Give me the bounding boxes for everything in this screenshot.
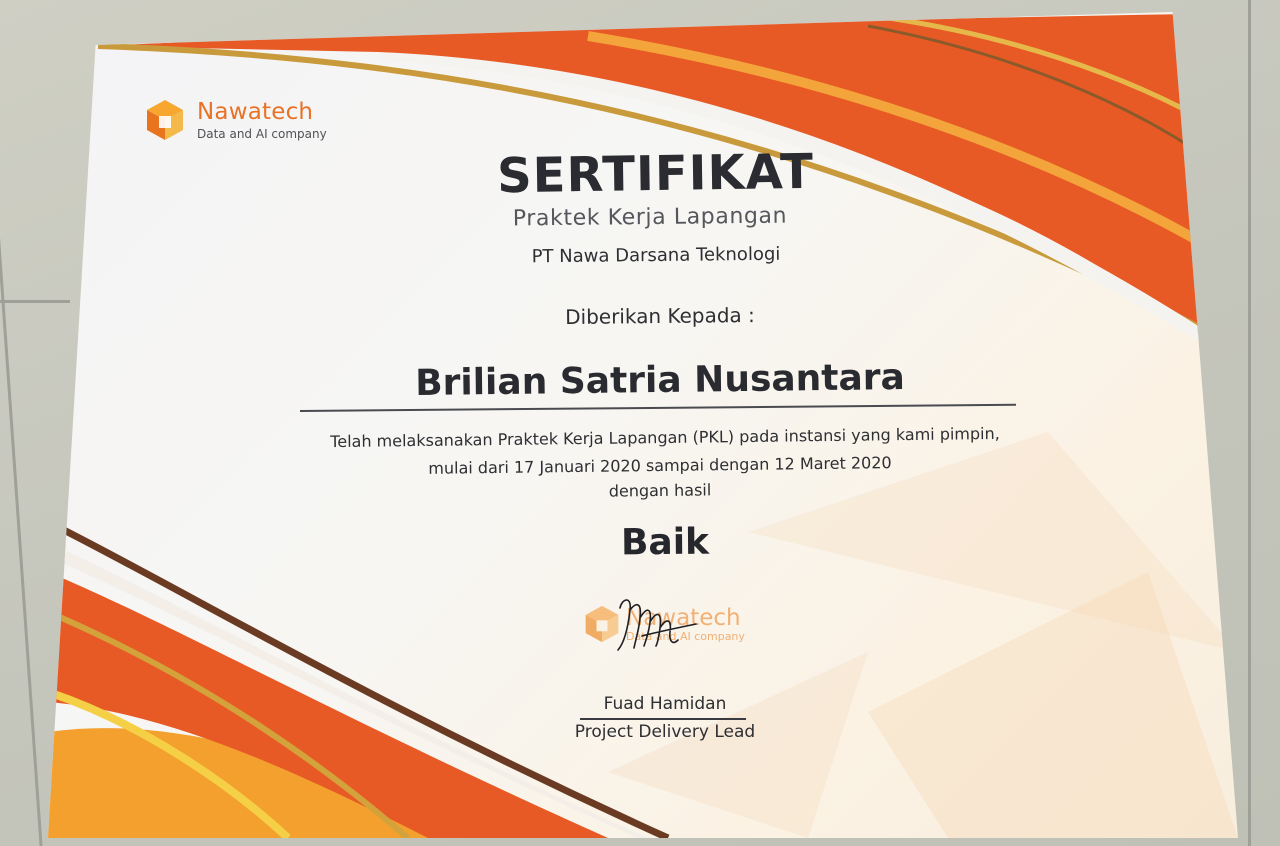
nawatech-logo <box>143 98 327 142</box>
body-line-1: Telah melaksanakan Praktek Kerja Lapangan (PKL) pada instansi yang kami pimpin, <box>330 423 1000 452</box>
certificate-subtitle: Praktek Kerja Lapangan <box>512 203 788 232</box>
floor-tile-seam-right <box>1248 0 1251 846</box>
stamp-tagline: Data and AI company <box>626 629 745 643</box>
grade-result: Baik <box>620 521 710 564</box>
signatory-role: Project Delivery Lead <box>574 722 756 742</box>
nawatech-logo-icon <box>143 98 187 142</box>
company-name: PT Nawa Darsana Teknologi <box>531 243 781 268</box>
certificate-title: SERTIFIKAT <box>496 143 815 205</box>
floor-tile-seam-top <box>0 300 70 303</box>
faint-facet-3 <box>608 652 868 838</box>
stamp-name: Nawatech <box>626 604 741 631</box>
signatory-name: Fuad Hamidan <box>603 694 727 714</box>
logo-name: Nawatech <box>197 98 314 125</box>
recipient-name: Brilian Satria Nusantara <box>414 357 906 404</box>
logo-tagline: Data and AI company <box>197 126 327 141</box>
body-line-2: mulai dari 17 Januari 2020 sampai dengan 12 Maret 2020 <box>428 453 892 478</box>
given-to-label: Diberikan Kepada : <box>565 303 755 329</box>
floor-tile-seam-left <box>0 0 43 846</box>
body-line-3: dengan hasil <box>608 480 712 501</box>
signature-mark <box>612 588 702 658</box>
signature-line <box>580 718 746 720</box>
